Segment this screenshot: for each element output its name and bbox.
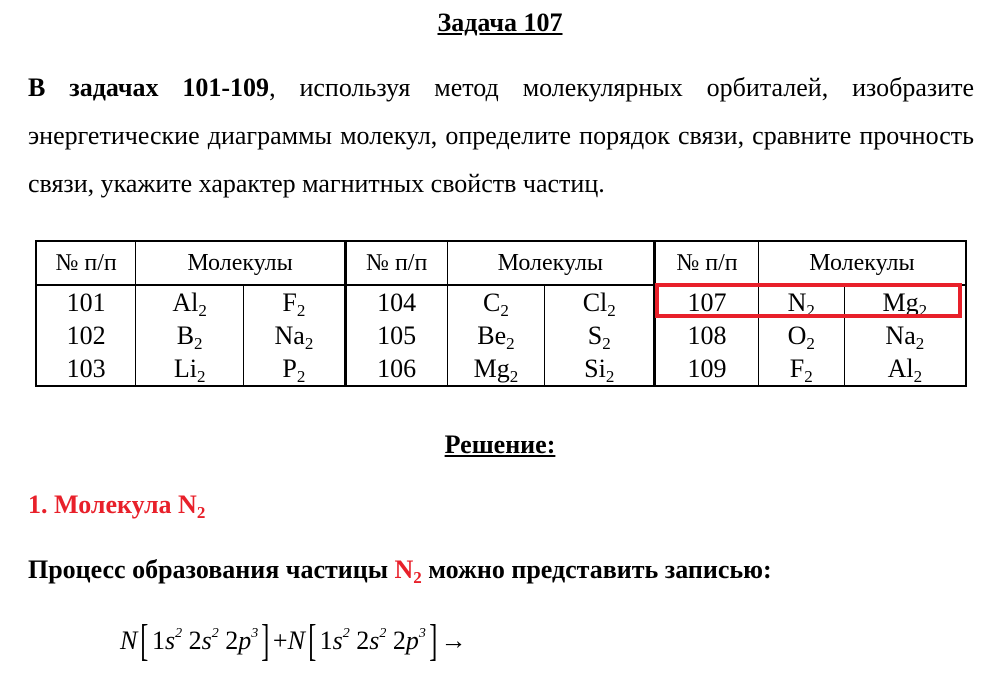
process-statement: Процесс образования частицы $N_2$ можно представить записью: (28, 555, 772, 587)
table-row (36, 285, 966, 319)
molecule-cell: $Mg_2$ (447, 352, 545, 386)
molecule-cell: $Si_2$ (545, 352, 655, 386)
header-mol-2: Молекулы (447, 241, 655, 285)
molecule-cell: $Al_2$ (136, 285, 244, 319)
section-heading: 1. Молекула $N_2$ (28, 490, 206, 522)
header-num-2: № п/п (345, 241, 447, 285)
header-num-1: № п/п (36, 241, 136, 285)
row-number: 104 (345, 285, 447, 319)
task-statement (28, 64, 974, 208)
row-number: 101 (36, 285, 136, 319)
molecule-cell: $Na_2$ (844, 319, 966, 352)
row-number: 105 (345, 319, 447, 352)
molecule-cell: $Cl_2$ (545, 285, 655, 319)
table-header-row (36, 241, 966, 285)
header-num-3: № п/п (655, 241, 759, 285)
row-number: 109 (655, 352, 759, 386)
molecule-cell: $F_2$ (244, 285, 346, 319)
particle-name: $N_2$ (394, 555, 422, 587)
header-mol-1: Молекулы (136, 241, 346, 285)
formation-equation: N[ $1s^2$ $2s^2$ $2p^3] +N$[ $1s^2$ $2s^2$ $2p^3$] → (120, 616, 467, 665)
molecule-cell: $B_2$ (136, 319, 244, 352)
molecule-cell: $S_2$ (545, 319, 655, 352)
molecule-cell: $Be_2$ (447, 319, 545, 352)
molecule-cell: $C_2$ (447, 285, 545, 319)
row-number: 102 (36, 319, 136, 352)
row-number: 103 (36, 352, 136, 386)
molecule-cell: $Al_2$ (844, 352, 966, 386)
molecule-cell: $Mg_2$ (844, 285, 966, 319)
header-mol-3: Молекулы (758, 241, 966, 285)
molecule-cell: $N_2$ (758, 285, 844, 319)
molecule-cell: $Na_2$ (244, 319, 346, 352)
table-row (36, 319, 966, 352)
molecule-cell: $P_2$ (244, 352, 346, 386)
task-body: , используя метод молекулярных орбиталей, изобразите энергетические диаграммы молекул, определите порядок связи, сравните прочность связи, укажите характер магнитных свойств частиц. (28, 73, 974, 198)
task-title: Задача 107 (437, 8, 563, 37)
row-number: 106 (345, 352, 447, 386)
molecule-cell: $F_2$ (758, 352, 844, 386)
molecule-cell: $Li_2$ (136, 352, 244, 386)
solution-heading: Решение: (444, 430, 556, 459)
molecule-cell: $O_2$ (758, 319, 844, 352)
task-lead: В задачах 101-109 (28, 73, 270, 102)
row-number: 108 (655, 319, 759, 352)
molecules-table (35, 240, 967, 387)
table-row (36, 352, 966, 386)
row-number: 107 (655, 285, 759, 319)
